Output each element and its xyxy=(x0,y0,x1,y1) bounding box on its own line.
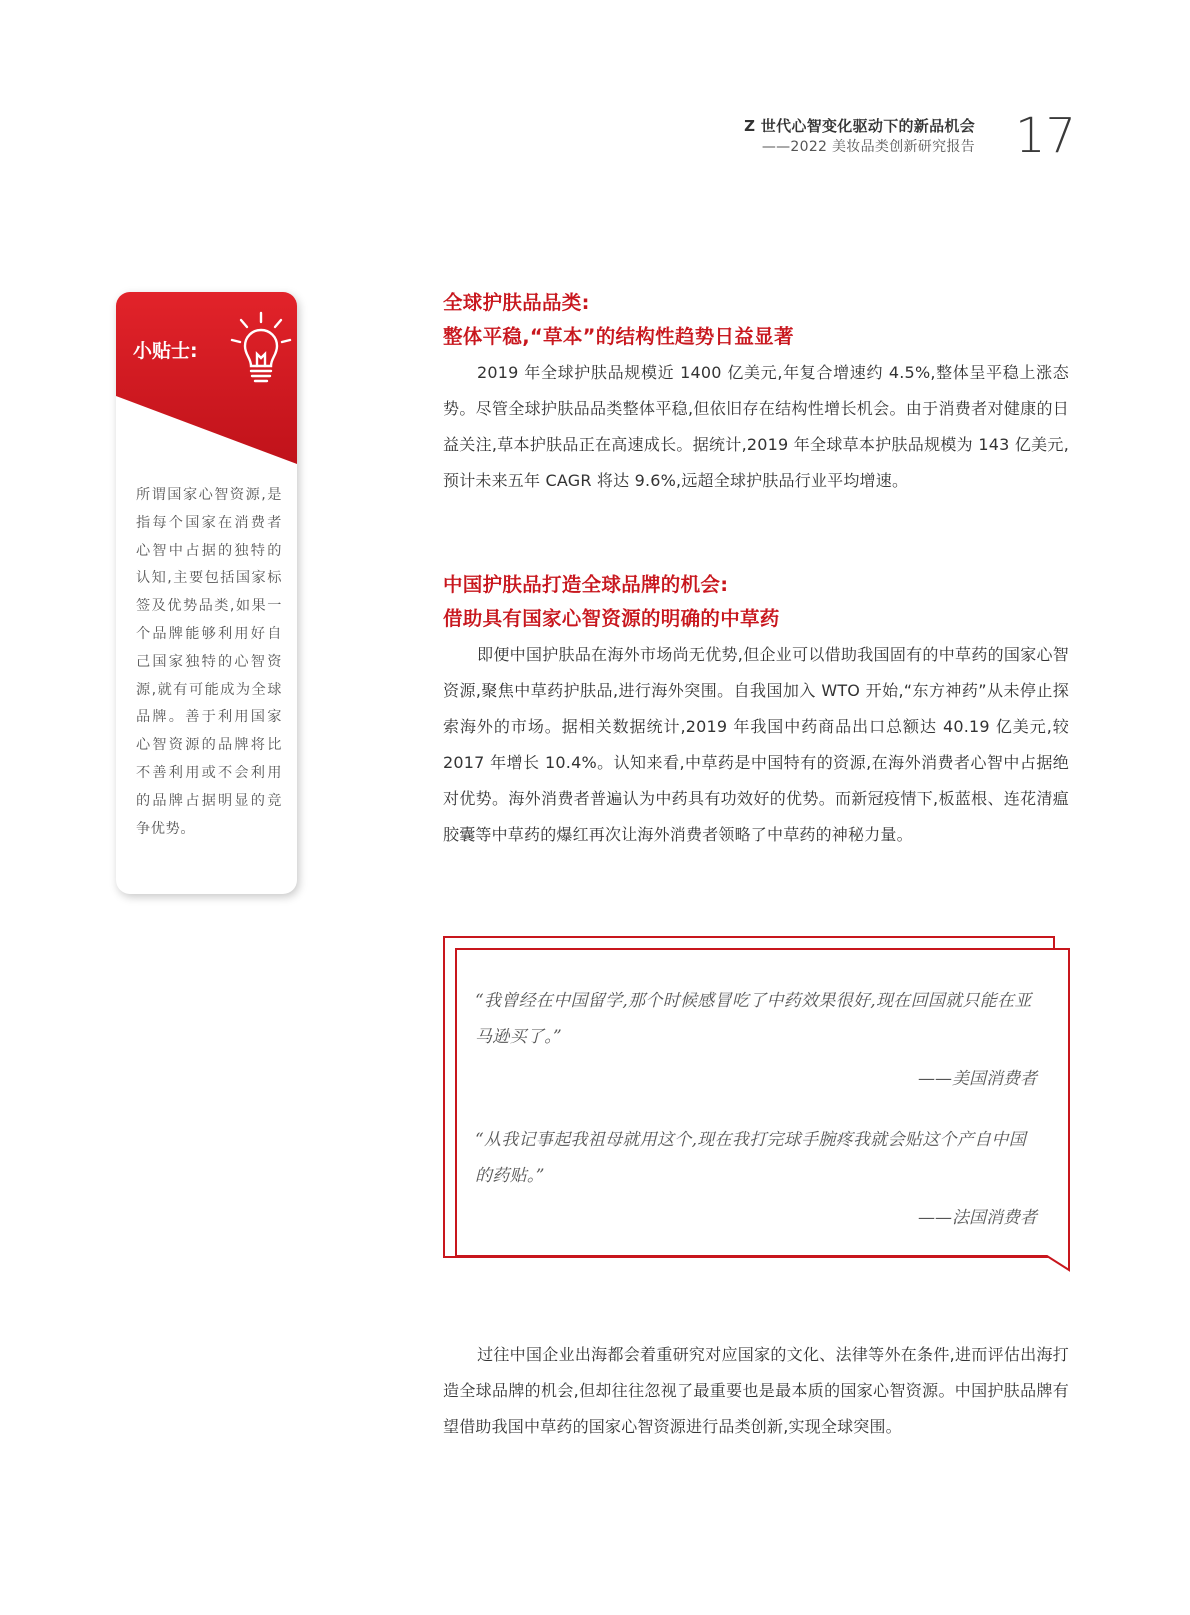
section2-paragraph-text: 即便中国护肤品在海外市场尚无优势,但企业可以借助我国固有的中草药的国家心智资源,聚焦中草药护肤品,进行海外突围。自我国加入 WTO 开始,“东方神药”从未停止探索海外的市场。据相关数据统计,2019 年我国中药商品出口总额达 40.19 亿美元,较 2017 年增长 10.4%。认知来看,中草药是中国特有的资源,在海外消费者心智中占据绝对优势。海外消费者普遍认为中药具有功效好的优势。而新冠疫情下,板蓝根、连花清瘟胶囊等中草药的爆红再次让海外消费者领略了中草药的神秘力量。 xyxy=(443,645,1069,844)
section-closing xyxy=(443,1337,1069,1445)
running-header xyxy=(744,115,975,157)
lightbulb-icon xyxy=(230,310,292,386)
section2-heading-line1: 中国护肤品打造全球品牌的机会: xyxy=(443,573,729,596)
closing-paragraph-text: 过往中国企业出海都会着重研究对应国家的文化、法律等外在条件,进而评估出海打造全球品牌的机会,但却往往忽视了最重要也是最本质的国家心智资源。中国护肤品牌有望借助我国中草药的国家心智资源进行品类创新,实现全球突围。 xyxy=(443,1345,1069,1436)
tip-label: 小贴士: xyxy=(133,340,198,362)
quote-1-text: “我曾经在中国留学,那个时候感冒吃了中药效果很好,现在回国就只能在亚马逊买了。” xyxy=(475,991,1032,1047)
section1-heading-line1: 全球护肤品品类: xyxy=(443,291,590,314)
header-subtitle: ——2022 美妆品类创新研究报告 xyxy=(761,139,975,155)
section-global-skincare xyxy=(443,286,1069,499)
section2-heading-line2: 借助具有国家心智资源的明确的中草药 xyxy=(443,607,780,630)
closing-paragraph xyxy=(443,1337,1069,1445)
header-title: Z 世代心智变化驱动下的新品机会 xyxy=(744,117,975,135)
section1-paragraph xyxy=(443,355,1069,499)
tip-box xyxy=(116,292,297,894)
quote-2-text: “从我记事起我祖母就用这个,现在我打完球手腕疼我就会贴这个产自中国的药贴。” xyxy=(475,1130,1026,1186)
quote-1-attribution: ——美国消费者 xyxy=(918,1069,1037,1089)
section2-paragraph xyxy=(443,637,1069,853)
section-china-opportunity xyxy=(443,568,1069,853)
quote-2-attribution: ——法国消费者 xyxy=(918,1208,1037,1228)
section1-heading-line2: 整体平稳,“草本”的结构性趋势日益显著 xyxy=(443,325,794,348)
page-number: 17 xyxy=(1015,108,1077,164)
section1-paragraph-text: 2019 年全球护肤品规模近 1400 亿美元,年复合增速约 4.5%,整体呈平稳上涨态势。尽管全球护肤品品类整体平稳,但依旧存在结构性增长机会。由于消费者对健康的日益关注,草本护肤品正在高速成长。据统计,2019 年全球草本护肤品规模为 143 亿美元,预计未来五年 CAGR 将达 9.6%,远超全球护肤品行业平均增速。 xyxy=(443,363,1069,490)
tip-body: 所谓国家心智资源,是指每个国家在消费者心智中占据的独特的认知,主要包括国家标签及优势品类,如果一个品牌能够利用好自己国家独特的心智资源,就有可能成为全球品牌。善于利用国家心智资源的品牌将比不善利用或不会利用的品牌占据明显的竞争优势。 xyxy=(136,487,282,837)
